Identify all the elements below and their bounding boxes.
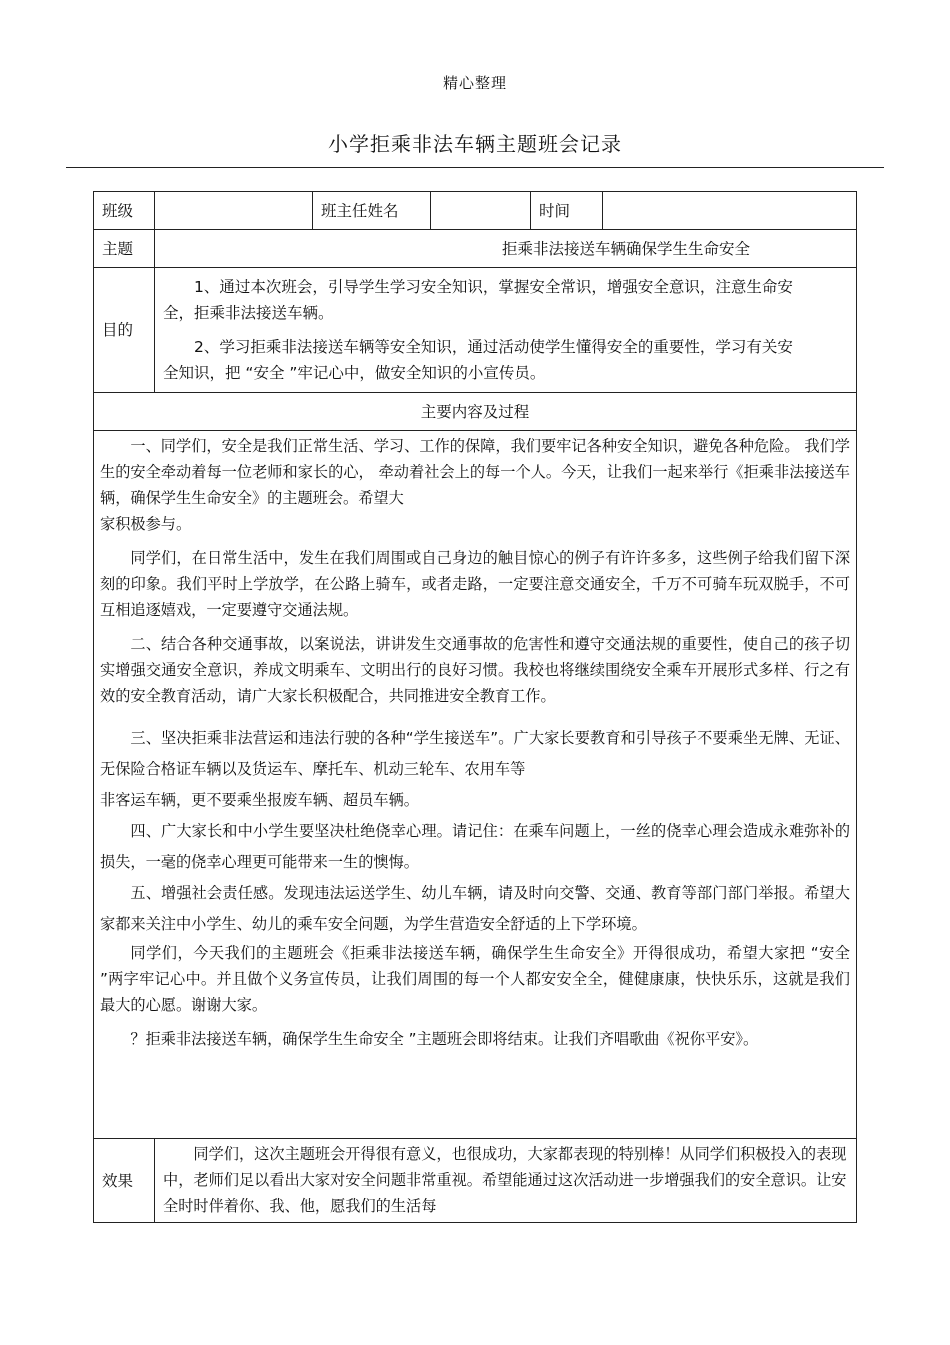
content-paragraph: 四、广大家长和中小学生要坚决杜绝侥幸心理。请记住：在乘车问题上，一丝的侥幸心理会造成永难弥补的损失，一毫的侥幸心理更可能带来一生的懊悔。 bbox=[100, 822, 850, 871]
class-value-field[interactable] bbox=[155, 192, 313, 230]
purpose-label: 目的 bbox=[94, 268, 155, 393]
content-body bbox=[94, 431, 857, 1139]
title-divider bbox=[66, 167, 884, 168]
purpose-row bbox=[94, 268, 857, 393]
purpose-item: 2、学习拒乘非法接送车辆等安全知识，通过活动使学生懂得安全的重要性，学习有关安全知识，把 “安全 ”牢记心中，做安全知识的小宣传员。 bbox=[163, 338, 793, 382]
content-paragraph: 二、结合各种交通事故，以案说法，讲讲发生交通事故的危害性和遵守交通法规的重要性，使自己的孩子切实增强交通安全意识，养成文明乘车、文明出行的良好习惯。我校也将继续围绕安全乘车开展形式多样、行之有效的安全教育活动，请广大家长积极配合，共同推进安全教育工作。 bbox=[100, 635, 850, 705]
result-text: 同学们，这次主题班会开得很有意义，也很成功，大家都表现的特别棒！从同学们积极投入的表现中，老师们足以看出大家对安全问题非常重视。希望能通过这次活动进一步增强我们的安全意识。让安全时时伴着你、我、他，愿我们的生活每 bbox=[163, 1145, 847, 1215]
meeting-record-table bbox=[93, 191, 857, 1223]
class-label: 班级 bbox=[94, 192, 155, 230]
teacher-value-field[interactable] bbox=[431, 192, 531, 230]
time-label: 时间 bbox=[531, 192, 603, 230]
page-title: 小学拒乘非法车辆主题班会记录 bbox=[328, 132, 622, 156]
teacher-label: 班主任姓名 bbox=[313, 192, 431, 230]
content-paragraph: 非客运车辆，更不要乘坐报废车辆、超员车辆。 bbox=[100, 791, 419, 809]
content-paragraph: 五、增强社会责任感。发现违法运送学生、幼儿车辆，请及时向交警、交通、教育等部门部门举报。希望大家都来关注中小学生、幼儿的乘车安全问题，为学生营造安全舒适的上下学环境。 bbox=[100, 884, 850, 933]
time-value-field[interactable] bbox=[603, 192, 857, 230]
theme-label: 主题 bbox=[94, 230, 155, 268]
result-row bbox=[94, 1139, 857, 1223]
content-paragraph: 一、同学们，安全是我们正常生活、学习、工作的保障，我们要牢记各种安全知识，避免各种危险。 我们学生的安全牵动着每一位老师和家长的心， 牵动着社会上的每一个人。今天，让我们一起来举行《拒乘非法接送车辆，确保学生生命安全》的主题班会。希望大 bbox=[100, 437, 850, 507]
content-paragraph: 三、坚决拒乘非法营运和违法行驶的各种“学生接送车”。广大家长要教育和引导孩子不要乘坐无牌、无证、无保险合格证车辆以及货运车、摩托车、机动三轮车、农用车等 bbox=[100, 729, 850, 778]
content-paragraph: 同学们，在日常生活中，发生在我们周围或自己身边的触目惊心的例子有许许多多，这些例子给我们留下深刻的印象。我们平时上学放学，在公路上骑车，或者走路，一定要注意交通安全，千万不可骑车玩双脱手，不可互相追逐嬉戏，一定要遵守交通法规。 bbox=[100, 549, 850, 619]
info-row bbox=[94, 192, 857, 230]
result-label: 效果 bbox=[94, 1139, 155, 1223]
theme-value: 拒乘非法接送车辆确保学生生命安全 bbox=[155, 230, 857, 268]
content-heading-row bbox=[94, 393, 857, 431]
content-heading: 主要内容及过程 bbox=[94, 393, 857, 431]
header-note: 精心整理 bbox=[442, 74, 507, 92]
theme-row bbox=[94, 230, 857, 268]
content-row bbox=[94, 431, 857, 1139]
purpose-item: 1、通过本次班会，引导学生学习安全知识，掌握安全常识，增强安全意识，注意生命安全，拒乘非法接送车辆。 bbox=[163, 278, 793, 322]
content-paragraph: 同学们，今天我们的主题班会《拒乘非法接送车辆，确保学生生命安全》开得很成功，希望大家把 “安全 ”两字牢记心中。并且做个义务宣传员，让我们周围的每一个人都安安全全，健健康康，快快乐乐，这就是我们最大的心愿。谢谢大家。 bbox=[100, 944, 850, 1014]
result-content bbox=[155, 1139, 857, 1223]
content-paragraph: ？拒乘非法接送车辆，确保学生生命安全 ”主题班会即将结束。让我们齐唱歌曲《祝你平安》。 bbox=[130, 1030, 759, 1048]
purpose-content bbox=[155, 268, 857, 393]
content-paragraph: 家积极参与。 bbox=[100, 515, 192, 533]
